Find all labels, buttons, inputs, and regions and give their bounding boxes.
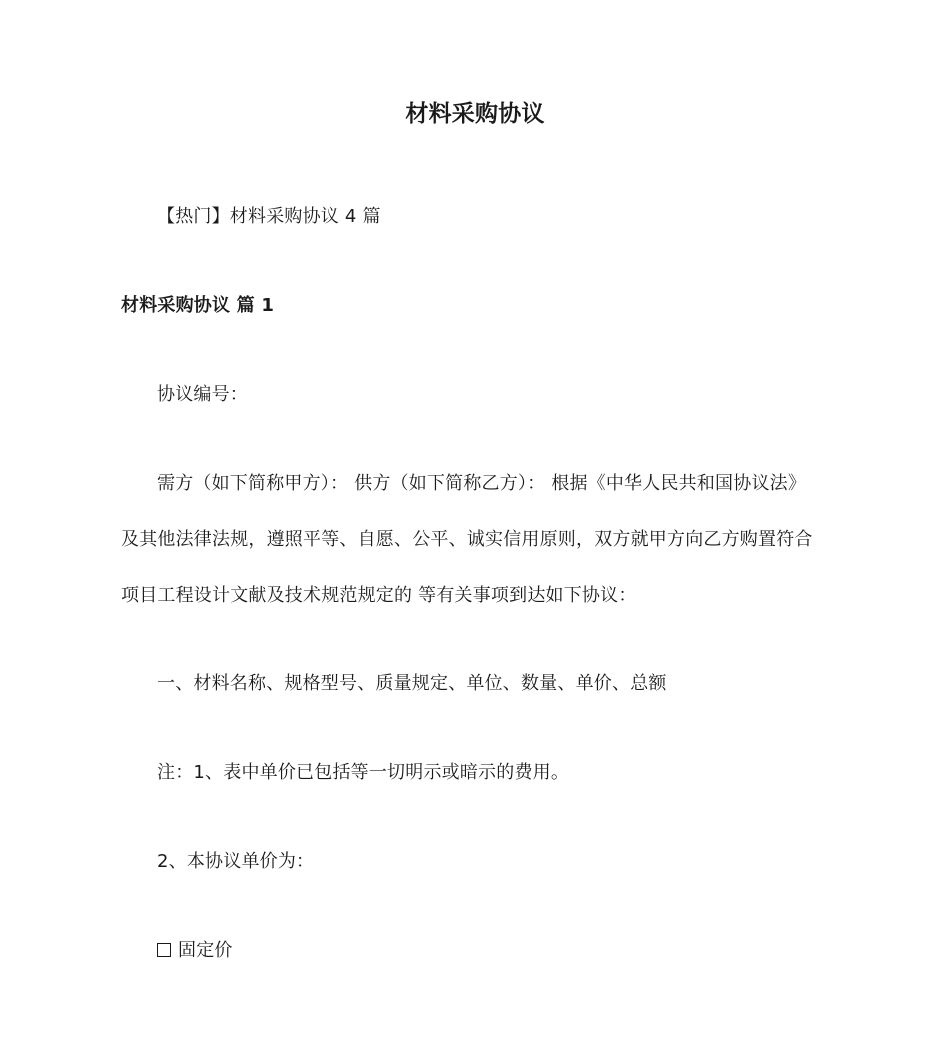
checkbox-icon (157, 943, 171, 957)
clause-1: 一、材料名称、规格型号、质量规定、单位、数量、单价、总额 (157, 673, 667, 694)
note-2: 2、本协议单价为： (157, 851, 315, 872)
fixed-price-label: 固定价 (178, 940, 233, 961)
fixed-price-option (157, 939, 233, 963)
section-heading: 材料采购协议 篇 1 (121, 295, 275, 316)
agreement-number-label: 协议编号： (157, 384, 248, 405)
note-1: 注：1、表中单价已包括等一切明示或暗示的费用。 (157, 762, 570, 783)
document-title: 材料采购协议 (405, 101, 545, 127)
preamble-line-3: 项目工程设计文献及技术规范规定的 等有关事项到达如下协议： (121, 585, 637, 606)
document-subtitle: 【热门】材料采购协议 4 篇 (157, 206, 381, 227)
preamble-line-2: 及其他法律法规，遵照平等、自愿、公平、诚实信用原则，双方就甲方向乙方购置符合 (121, 529, 813, 550)
preamble-line-1: 需方（如下简称甲方）： 供方（如下简称乙方）： 根据《中华人民共和国协议法》 (157, 473, 807, 494)
